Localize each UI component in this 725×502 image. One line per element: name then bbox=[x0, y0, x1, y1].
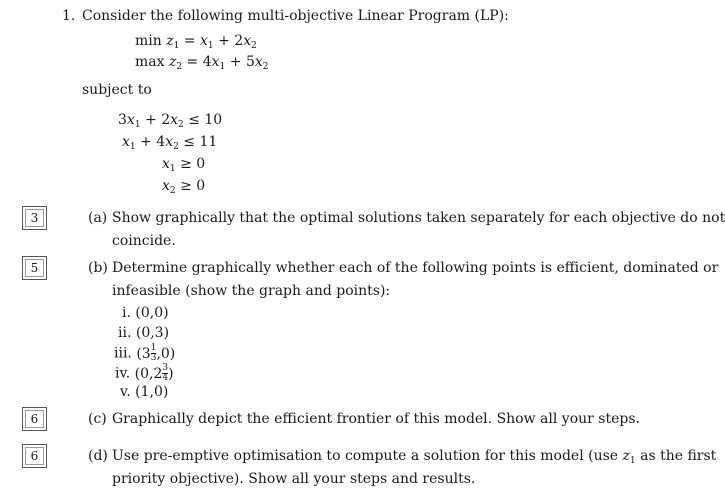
constraint-op: ≤ bbox=[183, 134, 196, 150]
part-d-line2: priority objective). Show all your steps and results. bbox=[112, 471, 476, 487]
constraint-3: $x_1 \ge 0$ bbox=[162, 156, 206, 174]
objective-min: $\min z_1 = x_1 + 2x_2$ bbox=[135, 33, 257, 51]
constraint-2: $x_1 + 4x_2 \le 11$ bbox=[122, 134, 218, 152]
constraint-rhs: 0 bbox=[196, 156, 206, 172]
point-item bbox=[122, 305, 169, 321]
part-c-line1: Graphically depict the efficient frontier of this model. Show all your steps. bbox=[112, 411, 640, 427]
subject-to-label: subject to bbox=[82, 82, 152, 98]
constraint-op: ≥ bbox=[180, 178, 192, 194]
constraint-4: $x_2 \ge 0$ bbox=[162, 178, 206, 196]
question-intro: Consider the following multi-objective Linear Program (LP): bbox=[82, 8, 509, 24]
constraint-1: $3x_1 + 2x_2 \le 10$ bbox=[118, 112, 223, 130]
part-b-line1: Determine graphically whether each of the following points is efficient, dominated or bbox=[112, 260, 719, 276]
constraint-op: ≤ bbox=[188, 112, 200, 128]
point-item bbox=[115, 364, 174, 383]
point-value: (0,2 $\frac{3}{4}$ ) bbox=[134, 363, 174, 383]
part-b-line2: infeasible (show the graph and points): bbox=[112, 283, 391, 299]
part-a-line2: coincide. bbox=[112, 233, 176, 249]
mark-box-b: 5 bbox=[22, 256, 47, 280]
mark-box-c: 6 bbox=[22, 407, 47, 431]
mark-box-d: 6 bbox=[22, 444, 47, 468]
point-label: v. bbox=[120, 384, 131, 400]
constraint-rhs: 0 bbox=[196, 178, 206, 194]
point-value: (0,3) bbox=[135, 325, 170, 341]
point-value: (3 $\frac{1}{3}$ ,0) bbox=[136, 343, 176, 363]
question-number: 1. bbox=[62, 8, 76, 24]
point-label: iv. bbox=[115, 365, 131, 382]
point-label: i. bbox=[122, 305, 131, 321]
point-label: iii. bbox=[114, 345, 132, 362]
point-label: ii. bbox=[118, 325, 132, 341]
mark-box-a: 3 bbox=[22, 206, 47, 230]
part-a-line1: Show graphically that the optimal solutions taken separately for each objective do not bbox=[112, 210, 725, 226]
point-item bbox=[114, 344, 175, 363]
point-value: (1,0) bbox=[135, 384, 169, 400]
objective-sense: min bbox=[135, 33, 162, 49]
part-a-label: (a) bbox=[88, 210, 108, 226]
point-item bbox=[120, 384, 168, 400]
objective-sense: max bbox=[135, 54, 165, 70]
part-b-label: (b) bbox=[88, 260, 108, 276]
part-c-label: (c) bbox=[88, 411, 107, 427]
constraint-op: ≥ bbox=[180, 156, 192, 172]
point-value: (0,0) bbox=[135, 305, 169, 321]
point-item bbox=[118, 325, 169, 341]
constraint-rhs: 10 bbox=[204, 112, 223, 128]
part-d-label: (d) bbox=[88, 448, 108, 464]
objective-max: $\max z_2 = 4x_1 + 5x_2$ bbox=[135, 54, 269, 72]
constraint-rhs: 11 bbox=[199, 134, 218, 150]
part-d-line1: Use pre-emptive optimisation to compute a solution for this model (use $z_1$ as the first bbox=[112, 448, 717, 466]
